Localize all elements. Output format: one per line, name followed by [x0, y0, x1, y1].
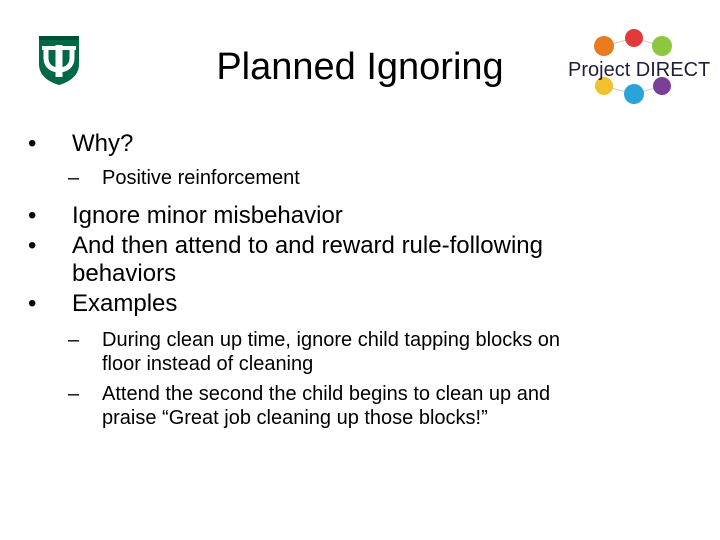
- sub-bullet-continuation: [28, 406, 688, 430]
- sub-bullet-item: [28, 382, 688, 406]
- sub-bullet-marker: –: [68, 383, 80, 405]
- slide-title: Planned Ignoring: [216, 46, 504, 88]
- bullet-marker: •: [28, 232, 37, 259]
- sub-bullet-text: praise “Great job cleaning up those blocks!”: [102, 407, 488, 429]
- logo-circle: [624, 84, 644, 104]
- sub-bullet-text: floor instead of cleaning: [102, 353, 314, 375]
- logo-circle: [594, 36, 614, 56]
- bullet-text: behaviors: [72, 260, 177, 287]
- bullet-text: Examples: [72, 290, 178, 317]
- bullet-item: [28, 232, 688, 260]
- bullet-item: [28, 290, 688, 318]
- sub-bullet-marker: –: [68, 167, 80, 189]
- bullet-marker: •: [28, 202, 37, 229]
- project-direct-logo-text: Project DIRECT: [568, 59, 711, 81]
- bullet-item: [28, 202, 688, 230]
- sub-bullet-item: [28, 166, 688, 190]
- tulane-shield-icon: [36, 34, 82, 86]
- sub-bullet-text: Positive reinforcement: [102, 167, 300, 189]
- sub-bullet-text: Attend the second the child begins to clean up and: [102, 383, 551, 405]
- bullet-list: [28, 130, 688, 430]
- bullet-item: [28, 130, 688, 158]
- logo-circle: [625, 29, 643, 47]
- bullet-marker: •: [28, 290, 37, 317]
- bullet-text: Ignore minor misbehavior: [72, 202, 343, 229]
- sub-bullet-continuation: [28, 352, 688, 376]
- project-direct-logo-icon: [560, 28, 711, 104]
- logo-circle: [652, 36, 672, 56]
- bullet-text: And then attend to and reward rule-following: [72, 232, 543, 259]
- bullet-continuation: [28, 260, 688, 288]
- bullet-marker: •: [28, 130, 37, 157]
- sub-bullet-item: [28, 328, 688, 352]
- bullet-text: Why?: [72, 130, 134, 157]
- sub-bullet-marker: –: [68, 329, 80, 351]
- sub-bullet-text: During clean up time, ignore child tapping blocks on: [102, 329, 561, 351]
